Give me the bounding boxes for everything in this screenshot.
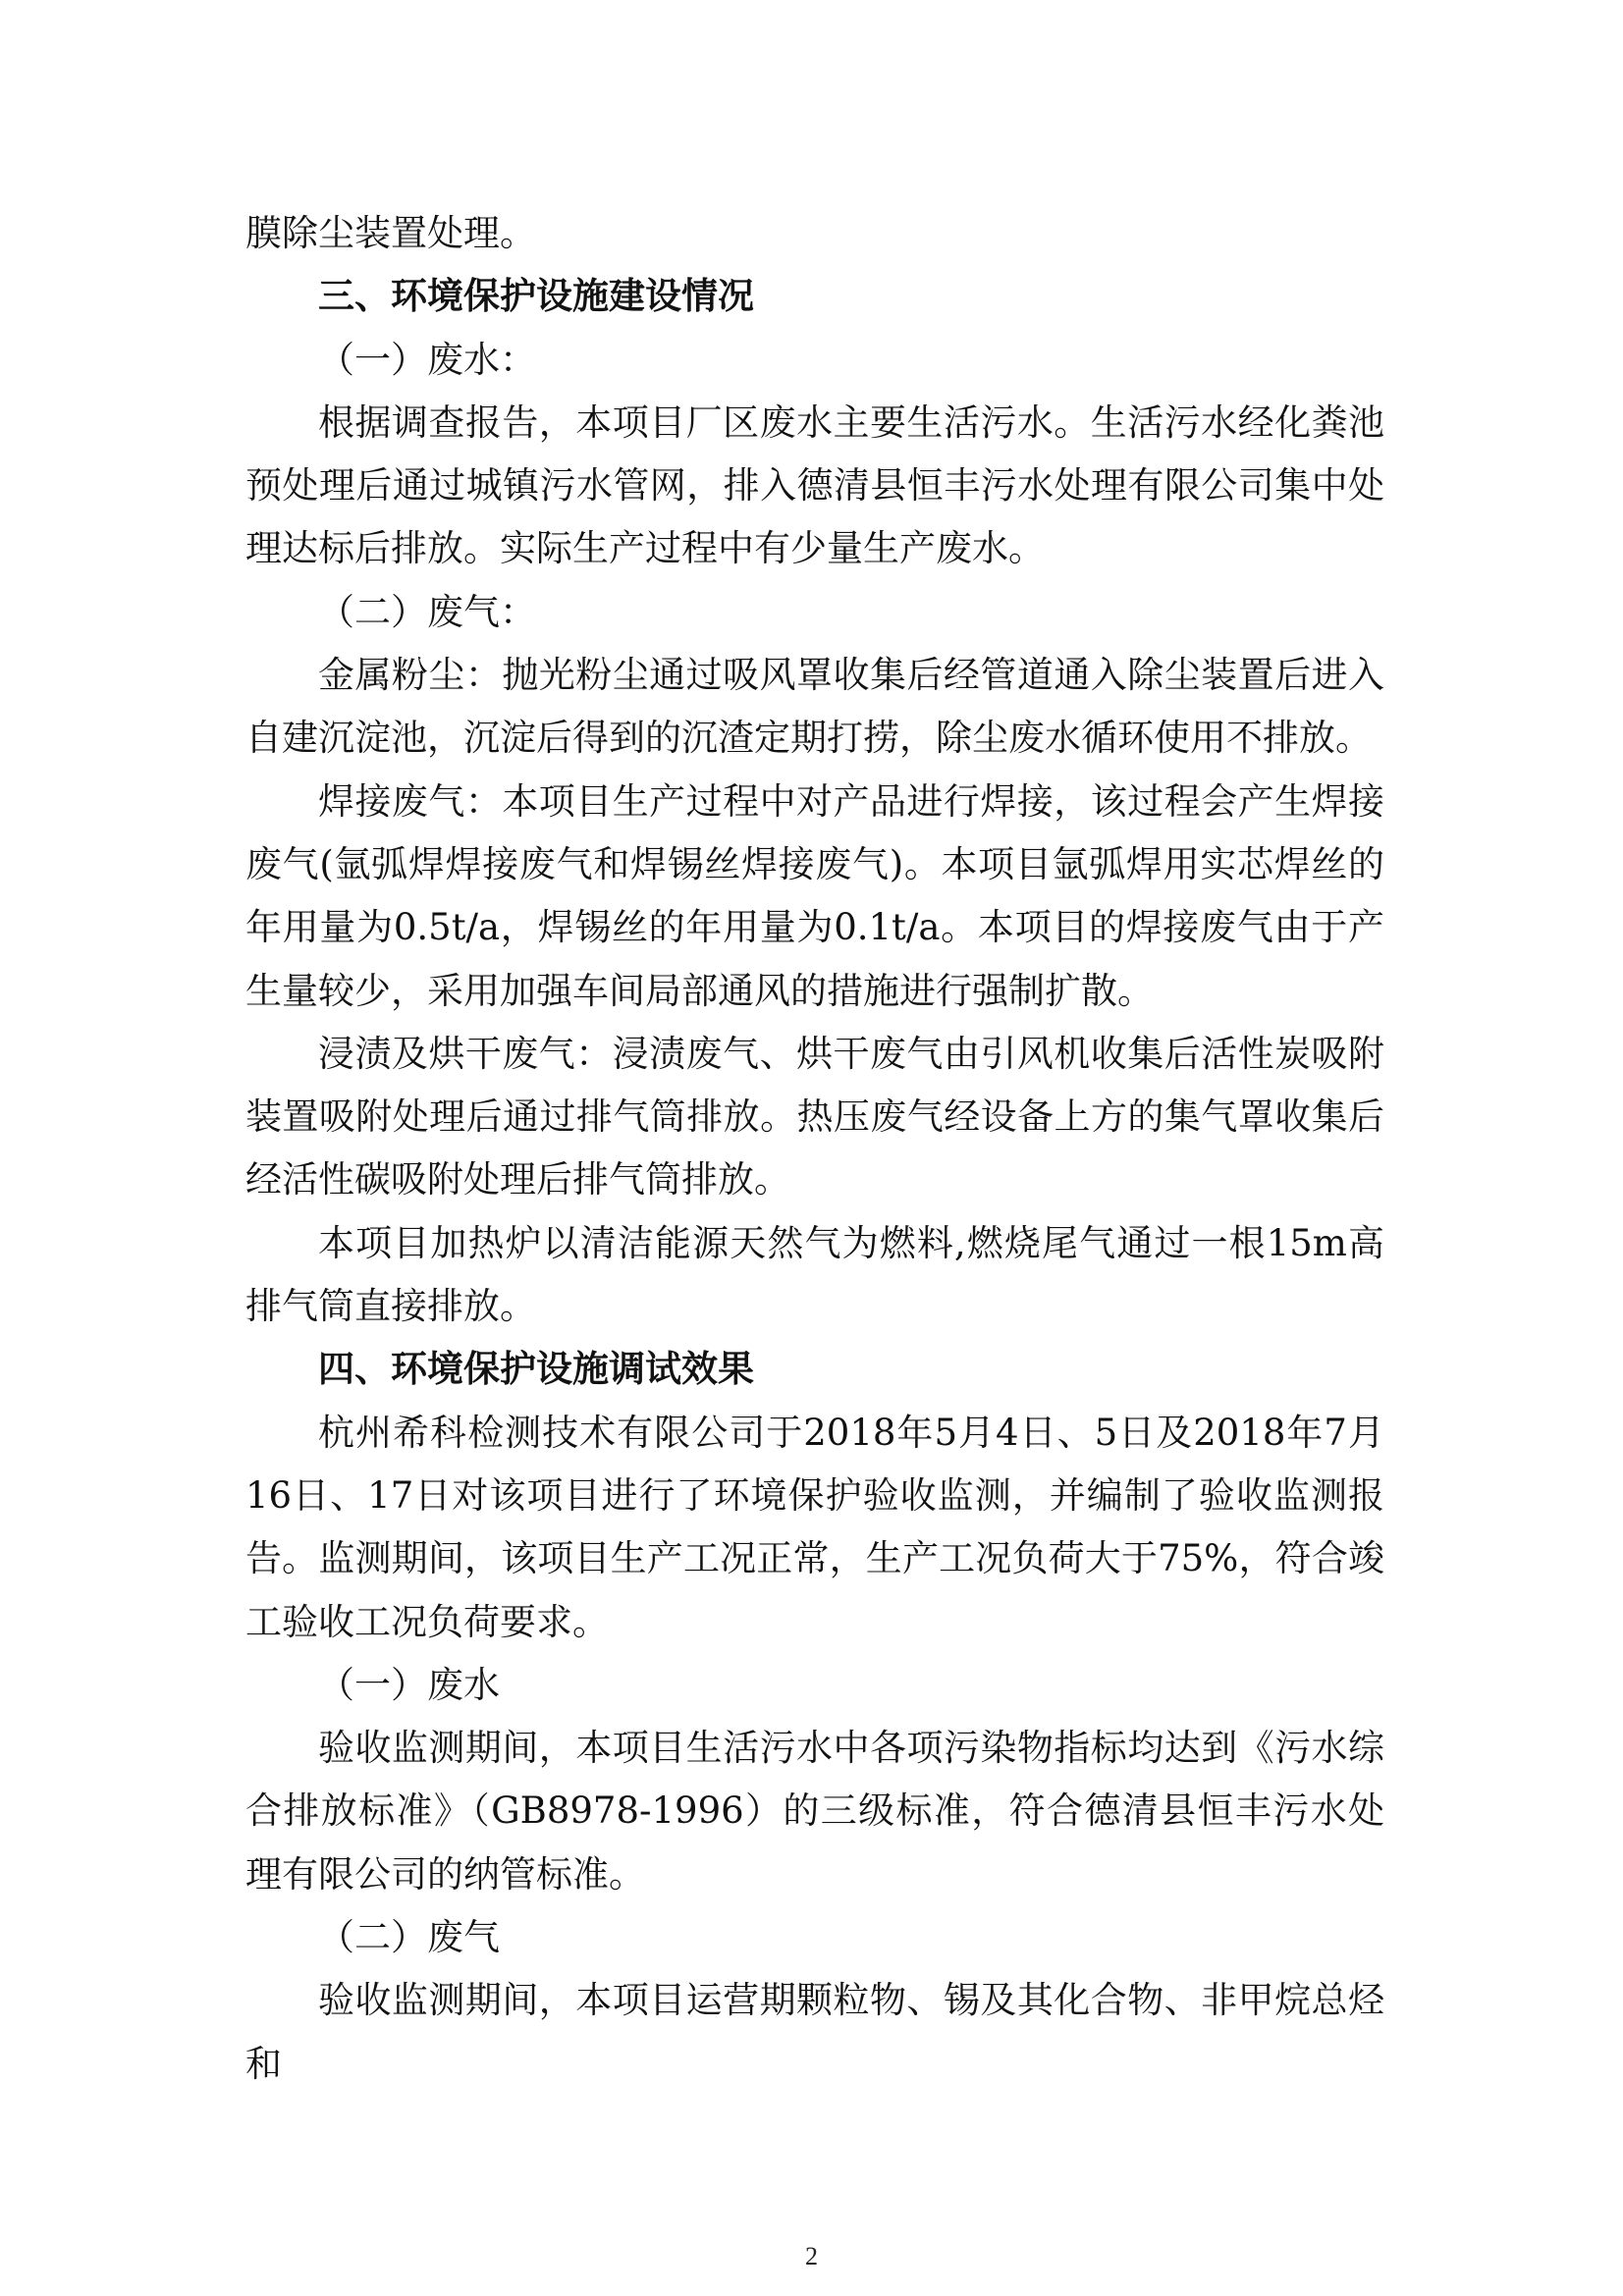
paragraph-welding-fumes: 焊接废气：本项目生产过程中对产品进行焊接，该过程会产生焊接废气(氩弧焊焊接废气和焊锡丝焊接废气)。本项目氩弧焊用实芯焊丝的年用量为0.5t/a，焊锡丝的年用量为0.1t/a。本项目的焊接废气由于产生量较少，采用加强车间局部通风的措施进行强制扩散。: [245, 779, 1384, 1012]
document-body: [245, 202, 1384, 2096]
paragraph-continuation: 膜除尘装置处理。: [245, 212, 536, 254]
section-heading-4: 四、环境保护设施调试效果: [318, 1348, 754, 1391]
paragraph-heating-furnace: 本项目加热炉以清洁能源天然气为燃料,燃烧尾气通过一根15m高排气筒直接排放。: [245, 1221, 1384, 1328]
subheading-exhaust-gas: （二）废气：: [318, 590, 536, 633]
paragraph-impregnation-drying: 浸渍及烘干废气：浸渍废气、烘干废气由引风机收集后活性炭吸附装置吸附处理后通过排气筒排放。热压废气经设备上方的集气罩收集后经活性碳吸附处理后排气筒排放。: [245, 1032, 1384, 1201]
paragraph-monitoring: 杭州希科检测技术有限公司于2018年5月4日、5日及2018年7月16日、17日对该项目进行了环境保护验收监测，并编制了验收监测报告。监测期间，该项目生产工况正常，生产工况负荷大于75%，符合竣工验收工况负荷要求。: [245, 1411, 1384, 1643]
page-number: 2: [805, 2242, 818, 2270]
subheading-wastewater: （一）废水：: [318, 338, 536, 381]
subheading-wastewater-results: （一）废水: [318, 1663, 500, 1706]
paragraph-wastewater-results: 验收监测期间，本项目生活污水中各项污染物指标均达到《污水综合排放标准》（GB8978-1996）的三级标准，符合德清县恒丰污水处理有限公司的纳管标准。: [245, 1727, 1384, 1896]
section-heading-3: 三、环境保护设施建设情况: [318, 275, 754, 318]
paragraph-wastewater-survey: 根据调查报告，本项目厂区废水主要生活污水。生活污水经化粪池预处理后通过城镇污水管网，排入德清县恒丰污水处理有限公司集中处理达标后排放。实际生产过程中有少量生产废水。: [245, 400, 1384, 570]
paragraph-metal-dust: 金属粉尘：抛光粉尘通过吸风罩收集后经管道通入除尘装置后进入自建沉淀池，沉淀后得到的沉渣定期打捞，除尘废水循环使用不排放。: [245, 654, 1384, 760]
subheading-exhaust-results: （二）废气: [318, 1916, 500, 1959]
paragraph-exhaust-results: 验收监测期间，本项目运营期颗粒物、锡及其化合物、非甲烷总烃和: [245, 1979, 1384, 2085]
